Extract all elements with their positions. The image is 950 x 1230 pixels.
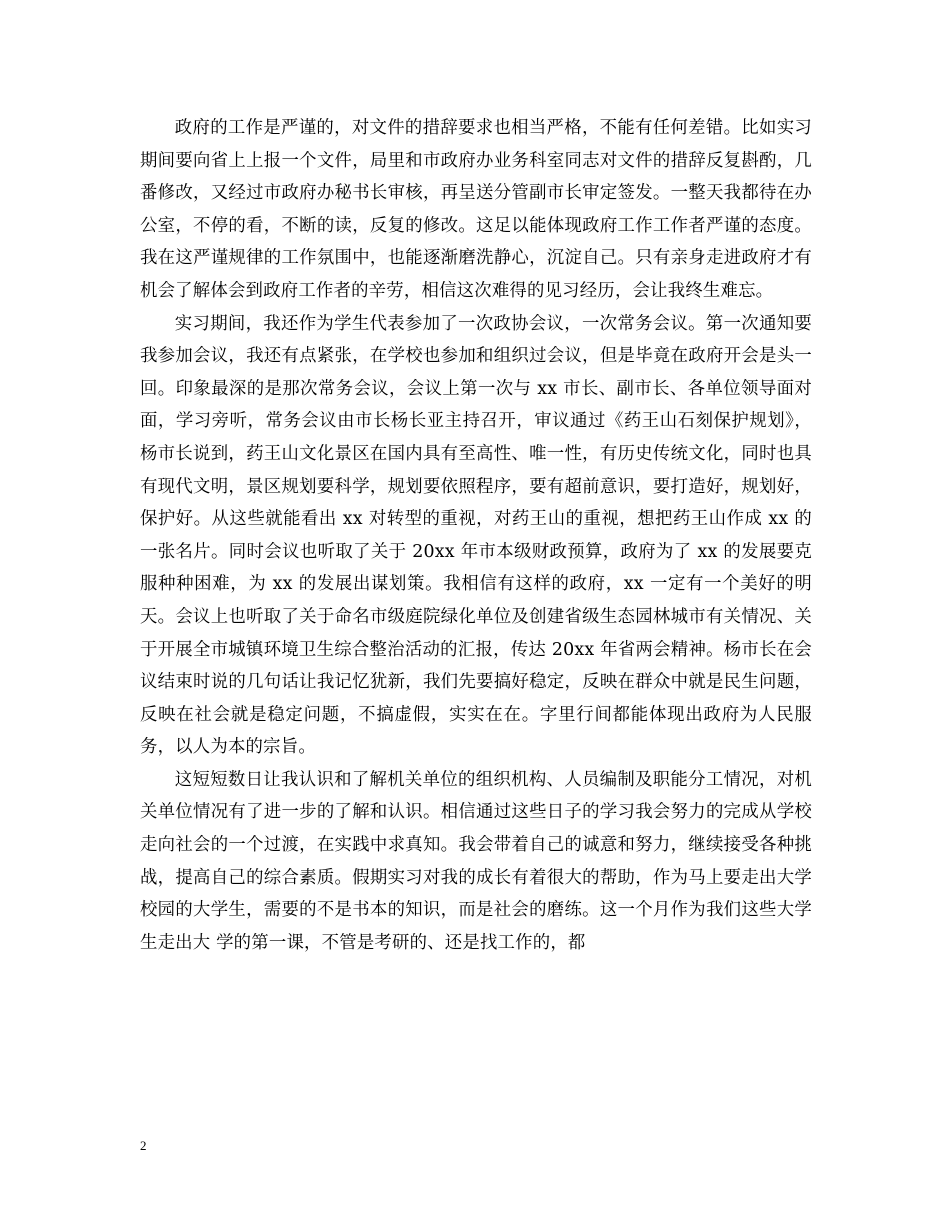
paragraph-1: 政府的工作是严谨的，对文件的措辞要求也相当严格，不能有任何差错。比如实习期间要向省上上报一个文件，局里和市政府办业务科室同志对文件的措辞反复斟酌，几番修改，又经过市政府办秘书长审核，再呈送分管副市长审定签发。一整天我都待在办公室，不停的看，不断的读，反复的修改。这足以能体现政府工作工作者严谨的态度。我在这严谨规律的工作氛围中，也能逐渐磨洗静心，沉淀自己。只有亲身走进政府才有机会了解体会到政府工作者的辛劳，相信这次难得的见习经历，会让我终生难忘。	[140, 118, 812, 301]
paragraph-2: 实习期间，我还作为学生代表参加了一次政协会议，一次常务会议。第一次通知要我参加会议，我还有点紧张，在学校也参加和组织过会议，但是毕竟在政府开会是头一回。印象最深的是那次常务会议，会议上第一次与 xx 市长、副市长、各单位领导面对面，学习旁听，常务会议由市长杨长亚主持召开，审议通过《药王山石刻保护规划》，杨市长说到，药王山文化景区在国内具有至高性、唯一性，有历史传统文化，同时也具有现代文明，景区规划要科学，规划要依照程序，要有超前意识，要打造好，规划好，保护好。从这些就能看出 xx 对转型的重视，对药王山的重视，想把药王山作成 xx 的一张名片。同时会议也听取了关于 20xx 年市本级财政预算，政府为了 xx 的发展要克服种种困难，为 xx 的发展出谋划策。我相信有这样的政府，xx 一定有一个美好的明天。会议上也听取了关于命名市级庭院绿化单位及创建省级生态园林城市有关情况、关于开展全市城镇环境卫生综合整治活动的汇报，传达 20xx 年省两会精神。杨市长在会议结束时说的几句话让我记忆犹新，我们先要搞好稳定，反映在群众中就是民生问题，反映在社会就是稳定问题，不搞虚假，实实在在。字里行间都能体现出政府为人民服务，以人为本的宗旨。	[140, 313, 812, 758]
paragraph-3: 这短短数日让我认识和了解机关单位的组织机构、人员编制及职能分工情况，对机关单位情况有了进一步的了解和认识。相信通过这些日子的学习我会努力的完成从学校走向社会的一个过渡，在实践中求真知。我会带着自己的诚意和努力，继续接受各种挑战，提高自己的综合素质。假期实习对我的成长有着很大的帮助，作为马上要走出大学校园的大学生，需要的不是书本的知识，而是社会的磨练。这一个月作为我们这些大学生走出大 学的第一课，不管是考研的、还是找工作的，都	[140, 769, 812, 953]
document-body	[140, 112, 812, 959]
page-number: 2	[140, 1138, 147, 1153]
